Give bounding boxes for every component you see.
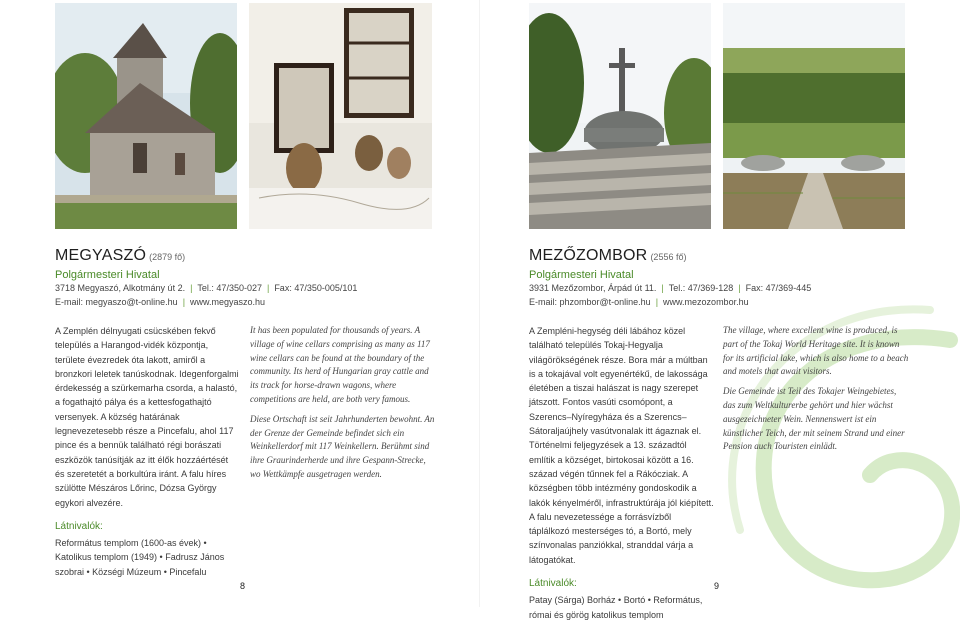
website-link[interactable]: www.megyaszo.hu	[190, 297, 266, 307]
page-spread-divider	[479, 0, 480, 607]
office-name: Polgármesteri Hivatal	[529, 269, 634, 281]
phone: Tel.: 47/350-027	[197, 283, 262, 293]
email-link[interactable]: E-mail: megyaszo@t-online.hu	[55, 297, 178, 307]
contact-line-1: 3718 Megyaszó, Alkotmány út 2. | Tel.: 47/350-027 | Fax: 47/350-005/101	[55, 283, 358, 293]
email-link[interactable]: E-mail: phzombor@t-online.hu	[529, 297, 651, 307]
sights-list: Patay (Sárga) Borház • Bortó • Református, római és görög katolikus templom	[529, 595, 703, 620]
contact-line-1: 3931 Mezőzombor, Árpád út 11. | Tel.: 47/369-128 | Fax: 47/369-445	[529, 283, 812, 293]
church-photo	[55, 3, 237, 229]
fax: Fax: 47/350-005/101	[274, 283, 358, 293]
address: 3718 Megyaszó, Alkotmány út 2.	[55, 283, 186, 293]
english-description: It has been populated for thousands of years. A village of wine cellars comprising as many as 117 wine cellars can be found at the boundary of the community. Its herd of Hungarian gray cattle and its track for horse-drawn wagons, where competitions are held, are both very famous.	[250, 325, 430, 404]
office-name: Polgármesteri Hivatal	[55, 269, 160, 281]
german-description: Diese Ortschaft ist seit Jahrhunderten bewohnt. An der Grenze der Gemeinde befindet sich ein Weinkellerdorf mit 117 Weinkellern. Berühmt sind ihre Graurinderherde und ihre Gespann-Strecke, wo Wettkämpfe ausgetragen werden.	[250, 413, 435, 479]
landscape-photo	[723, 3, 905, 229]
town-name: MEZŐZOMBOR	[529, 247, 648, 264]
fax: Fax: 47/369-445	[745, 283, 812, 293]
page-number-left: 8	[240, 581, 246, 591]
sights-list: Református templom (1600-as évek) • Katolikus templom (1949) • Fadrusz János szobrai • Községi Múzeum • Pincefalu	[55, 538, 225, 577]
website-link[interactable]: www.mezozombor.hu	[663, 297, 749, 307]
german-description: Die Gemeinde ist Teil des Tokajer Weingebietes, das zum Weltkulturerbe gehört und hier wächst ausgezeichneter Wein. Nennenswert ist ein künstlicher Teich, der mit seinem Strand und einer Pension auch Touristen einlädt.	[723, 386, 905, 452]
megyaszo-header	[55, 247, 357, 309]
address: 3931 Mezőzombor, Árpád út 11.	[529, 283, 657, 293]
town-name: MEGYASZÓ	[55, 247, 147, 264]
phone: Tel.: 47/369-128	[668, 283, 734, 293]
megyaszo-hungarian-column	[55, 324, 240, 579]
contact-line-2: E-mail: phzombor@t-online.hu | www.mezozombor.hu	[529, 297, 749, 307]
contact-line-2: E-mail: megyaszo@t-online.hu | www.megyaszo.hu	[55, 297, 266, 307]
megyaszo-foreign-column	[250, 324, 436, 488]
page-number-right: 9	[714, 581, 720, 591]
sights-heading: Látnivalók:	[55, 520, 103, 532]
mezozombor-foreign-column	[723, 324, 909, 460]
english-description: The village, where excellent wine is produced, is part of the Tokaj World Heritage site. It is known for its artificial lake, which is also home to a beach and motels that await visitors.	[723, 325, 909, 377]
town-population: (2879 fő)	[149, 252, 186, 262]
monument-photo	[529, 3, 711, 229]
sights-heading: Látnivalók:	[529, 578, 577, 590]
town-population: (2556 fő)	[650, 252, 687, 262]
mezozombor-hungarian-column	[529, 324, 714, 622]
folk-interior-photo	[249, 3, 432, 229]
hungarian-description: A Zempléni-hegység déli lábához közel található település Tokaj-Hegyalja világörökségének része. Bora már a múltban is a tokajával volt egyenértékű, de lakossága életében a tiszai halászat is nagy szerepet játszott. Fontos vasúti csomópont, a Szerencs–Nyíregyháza és a Szerencs–Sátoraljaújhely vasútvonalak itt ágaznak el. Történelmi feljegyzések a 13. századtól említik a községet, birtokosai között a 16. század végén tűnnek fel a Rákócziak. A községben több intézmény gondoskodik a lakók kényelméről, infrastruktúrája jól kiépített. A falu nevezetessége a forrásvízből táplálkozó mesterséges tó, a Bortó, mely színvonalas panziókkal, stranddal várja a látogatókat.	[529, 326, 714, 565]
hungarian-description: A Zemplén délnyugati csücskében fekvő település a Harangod-vidék központja, területe évezredek óta lakott, amiről a bronzkori leletek tanúskodnak. Idegenforgalmi érdekesség a szürkemarha csorda, a halastó, a fogathajtó pálya és a kettesfogathajtó versenyek. A község határának legnevezetesebb része a Pincefalu, ahol 117 pince és a bennük található régi borászati eszközök tanúsítják az itt élők hozzáértését és szeretetét a borkultúra iránt. A falu híres szülötte Mészáros Lőrinc, Dózsa György egykori alvezére.	[55, 326, 239, 508]
